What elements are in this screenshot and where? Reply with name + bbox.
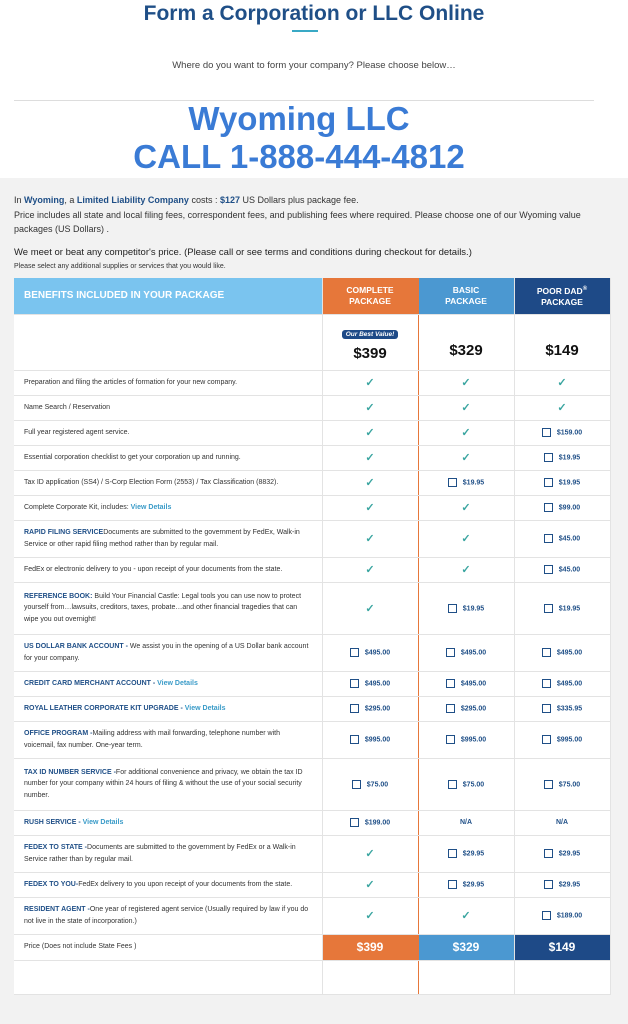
option-price: $29.95	[462, 850, 485, 858]
benefit-row	[14, 810, 610, 835]
benefit-row	[14, 495, 610, 520]
benefit-title: RUSH SERVICE -	[24, 818, 81, 826]
poor-dad-option-checkbox-2[interactable]	[542, 428, 551, 437]
check-icon: ✓	[461, 533, 471, 545]
benefit-row	[14, 470, 610, 495]
benefit-description: FEDEX TO STATE -Documents are submitted to the government by FedEx or a Walk-in Service rather than by regular mail.	[14, 835, 322, 872]
benefit-row	[14, 370, 610, 395]
benefit-row	[14, 758, 610, 810]
option-price: $19.95	[558, 479, 581, 487]
footer-price-poor-dad[interactable]: $149	[514, 934, 610, 960]
option-price: $45.00	[558, 535, 581, 543]
check-icon: ✓	[461, 452, 471, 464]
entity-link[interactable]: Limited Liability Company	[76, 195, 189, 205]
option-price: $295.00	[460, 705, 487, 713]
benefit-description: Essential corporation checklist to get your corporation up and running.	[14, 445, 322, 470]
view-details-link[interactable]: View Details	[80, 818, 124, 826]
option-price: $495.00	[556, 680, 583, 688]
option-price: $19.95	[558, 604, 581, 612]
benefit-description: TAX ID NUMBER SERVICE -For additional convenience and privacy, we obtain the tax ID number for your company within 24 hours of filing & without the use of your social security number.	[14, 758, 322, 810]
complete-option-checkbox-13[interactable]	[352, 780, 361, 789]
option-price: $199.00	[364, 819, 391, 827]
check-icon: ✓	[365, 427, 375, 439]
option-price: $295.00	[364, 705, 391, 713]
page-title: Form a Corporation or LLC Online	[143, 2, 485, 25]
check-icon: ✓	[365, 879, 375, 891]
price-complete: Our Best Value! $399	[322, 314, 418, 370]
price-basic: $329	[418, 314, 514, 370]
benefit-description: RAPID FILING SERVICEDocuments are submitted to the government by FedEx, Walk-in Service or other rapid filing method rather than by regular mail.	[14, 520, 322, 557]
footer-price-label: Price (Does not include State Fees )	[14, 934, 322, 960]
benefit-row	[14, 671, 610, 696]
title-underline	[292, 30, 318, 32]
not-available: N/A	[555, 819, 569, 826]
poor-dad-option-checkbox-13[interactable]	[544, 780, 553, 789]
benefit-row	[14, 520, 610, 557]
view-details-link[interactable]: View Details	[155, 679, 198, 687]
option-price: $995.00	[556, 736, 583, 744]
check-icon: ✓	[365, 452, 375, 464]
benefit-row	[14, 872, 610, 897]
benefit-description: Preparation and filing the articles of formation for your new company.	[14, 370, 322, 395]
poor-dad-option-checkbox-8[interactable]	[544, 604, 553, 613]
check-icon: ✓	[365, 477, 375, 489]
benefit-row	[14, 721, 610, 758]
col-poor-dad[interactable]: POOR DAD® PACKAGE	[514, 278, 610, 314]
benefit-title: CREDIT CARD MERCHANT ACCOUNT -	[24, 679, 156, 687]
check-icon: ✓	[365, 402, 375, 414]
benefit-description: OFFICE PROGRAM -Mailing address with mail forwarding, telephone number with voicemail, fax number. One-year term.	[14, 721, 322, 758]
check-icon: ✓	[461, 564, 471, 576]
check-icon: ✓	[365, 848, 375, 860]
benefit-description	[14, 810, 322, 835]
package-table	[14, 278, 611, 995]
option-price: $335.95	[556, 705, 583, 713]
benefit-title: RESIDENT AGENT -	[24, 906, 90, 913]
col-benefits: BENEFITS INCLUDED IN YOUR PACKAGE	[14, 278, 322, 314]
option-price: $995.00	[460, 736, 487, 744]
benefit-row	[14, 897, 610, 934]
hero-phone[interactable]: CALL 1-888-444-4812	[133, 138, 465, 175]
benefit-row	[14, 445, 610, 470]
option-price: $75.00	[558, 780, 581, 788]
option-price: $159.00	[556, 429, 583, 437]
check-icon: ✓	[557, 402, 567, 414]
basic-option-checkbox-13[interactable]	[448, 780, 457, 789]
select-note: Please select any additional supplies or services that you would like.	[14, 263, 226, 270]
option-price: $995.00	[364, 736, 391, 744]
option-price: $99.00	[558, 504, 581, 512]
basic-option-checkbox-9[interactable]	[446, 648, 455, 657]
top-header	[0, 0, 628, 178]
check-icon: ✓	[365, 602, 375, 615]
benefit-description: FEDEX TO YOU-FedEx delivery to you upon receipt of your documents from the state.	[14, 872, 322, 897]
basic-option-checkbox-4[interactable]	[448, 478, 457, 487]
benefit-description: Full year registered agent service.	[14, 420, 322, 445]
intro-line2: Price includes all state and local filing fees, correspondent fees, and publishing fees where required. Please choose one of our Wyoming value packages (US Dollars) .	[14, 209, 581, 234]
basic-option-checkbox-10[interactable]	[446, 679, 455, 688]
benefit-row	[14, 557, 610, 582]
benefit-title: FEDEX TO YOU-	[24, 880, 79, 888]
option-price: $189.00	[556, 912, 583, 920]
check-icon: ✓	[365, 910, 375, 922]
option-price: $45.00	[558, 566, 581, 574]
poor-dad-option-checkbox-6[interactable]	[544, 534, 553, 543]
benefit-description: FedEx or electronic delivery to you - upon receipt of your documents from the state.	[14, 557, 322, 582]
option-price: $495.00	[460, 680, 487, 688]
check-icon: ✓	[365, 564, 375, 576]
benefit-description: RESIDENT AGENT -One year of registered agent service (Usually required by law if you do not live in the state of incorporation.)	[14, 897, 322, 934]
basic-option-checkbox-11[interactable]	[446, 704, 455, 713]
benefit-title: FEDEX TO STATE -	[24, 844, 88, 851]
complete-option-checkbox-12[interactable]	[350, 735, 359, 744]
benefit-row	[14, 835, 610, 872]
poor-dad-option-checkbox-12[interactable]	[542, 735, 551, 744]
check-icon: ✓	[461, 502, 471, 514]
benefit-row	[14, 696, 610, 721]
benefit-title: ROYAL LEATHER CORPORATE KIT UPGRADE -	[24, 704, 183, 712]
benefit-description: REFERENCE BOOK: Build Your Financial Castle: Legal tools you can use now to protect yourself from…lawsuits, creditors, taxes, probate…and other financial tragedies that can wipe you out overnight!	[14, 582, 322, 634]
check-icon: ✓	[557, 377, 567, 389]
poor-dad-option-checkbox-10[interactable]	[542, 679, 551, 688]
benefit-row	[14, 634, 610, 671]
footer-price-basic[interactable]: $329	[418, 934, 514, 960]
option-price: $19.95	[462, 479, 485, 487]
price-poor-dad: $149	[514, 314, 610, 370]
poor-dad-option-checkbox-16[interactable]	[544, 880, 553, 889]
competitor-note: We meet or beat any competitor's price. (Please call or see terms and conditions during checkout for details.)	[14, 247, 472, 258]
poor-dad-option-checkbox-3[interactable]	[544, 453, 553, 462]
check-icon: ✓	[461, 910, 471, 922]
benefit-description	[14, 671, 322, 696]
best-value-badge: Our Best Value!	[342, 330, 399, 339]
check-icon: ✓	[461, 377, 471, 389]
view-details-link[interactable]: View Details	[182, 704, 226, 712]
col-complete[interactable]: COMPLETE PACKAGE	[322, 278, 418, 314]
check-icon: ✓	[365, 502, 375, 514]
hero-state-title: Wyoming LLC	[188, 100, 410, 137]
poor-dad-option-checkbox-9[interactable]	[542, 648, 551, 657]
option-price: $495.00	[364, 649, 391, 657]
option-price: $29.95	[558, 881, 581, 889]
option-price: $19.95	[558, 454, 581, 462]
col-basic[interactable]: BASIC PACKAGE	[418, 278, 514, 314]
option-price: $495.00	[460, 649, 487, 657]
basic-option-checkbox-12[interactable]	[446, 735, 455, 744]
option-price: $75.00	[462, 780, 485, 788]
benefit-description	[14, 696, 322, 721]
complete-option-checkbox-11[interactable]	[350, 704, 359, 713]
benefit-title: TAX ID NUMBER SERVICE -	[24, 768, 116, 776]
basic-option-checkbox-8[interactable]	[448, 604, 457, 613]
check-icon: ✓	[365, 533, 375, 545]
benefit-row	[14, 420, 610, 445]
poor-dad-option-checkbox-15[interactable]	[544, 849, 553, 858]
not-available: N/A	[459, 819, 473, 826]
view-details-link[interactable]: View Details	[128, 503, 172, 511]
benefit-title: OFFICE PROGRAM -	[24, 730, 93, 737]
poor-dad-option-checkbox-5[interactable]	[544, 503, 553, 512]
check-icon: ✓	[365, 377, 375, 389]
benefit-description: Name Search / Reservation	[14, 395, 322, 420]
complete-option-checkbox-14[interactable]	[350, 818, 359, 827]
benefit-description: Tax ID application (SS4) / S-Corp Election Form (2553) / Tax Classification (8832).	[14, 470, 322, 495]
page-subtitle: Where do you want to form your company? Please choose below…	[172, 60, 456, 71]
poor-dad-option-checkbox-7[interactable]	[544, 565, 553, 574]
benefit-row	[14, 395, 610, 420]
option-price: $29.95	[462, 881, 485, 889]
poor-dad-option-checkbox-17[interactable]	[542, 911, 551, 920]
option-price: $29.95	[558, 850, 581, 858]
benefit-title: US DOLLAR BANK ACCOUNT -	[24, 643, 128, 650]
basic-option-checkbox-16[interactable]	[448, 880, 457, 889]
intro-text: In Wyoming, a Limited Liability Company costs : $127 US Dollars plus package fee. Price includes all state and local filing fees, correspondent fees, and publishing fees where required. Please choose one of our Wyoming value packages (US Dollars) .	[14, 195, 581, 234]
benefit-title: RAPID FILING SERVICE	[24, 529, 104, 536]
benefit-row	[14, 582, 610, 634]
benefit-description: Complete Corporate Kit, includes: View Details	[14, 495, 322, 520]
complete-option-checkbox-9[interactable]	[350, 648, 359, 657]
benefit-description: US DOLLAR BANK ACCOUNT - We assist you in the opening of a US Dollar bank account for your company.	[14, 634, 322, 671]
check-icon: ✓	[461, 427, 471, 439]
basic-option-checkbox-15[interactable]	[448, 849, 457, 858]
state-fee: $127	[219, 195, 240, 205]
option-price: $75.00	[366, 780, 389, 788]
option-price: $19.95	[462, 604, 485, 612]
option-price: $495.00	[556, 649, 583, 657]
poor-dad-option-checkbox-11[interactable]	[542, 704, 551, 713]
benefit-title: REFERENCE BOOK:	[24, 592, 93, 600]
check-icon: ✓	[461, 402, 471, 414]
complete-option-checkbox-10[interactable]	[350, 679, 359, 688]
state-link[interactable]: Wyoming	[24, 195, 65, 205]
footer-price-complete[interactable]: $399	[322, 934, 418, 960]
option-price: $495.00	[364, 680, 391, 688]
poor-dad-option-checkbox-4[interactable]	[544, 478, 553, 487]
